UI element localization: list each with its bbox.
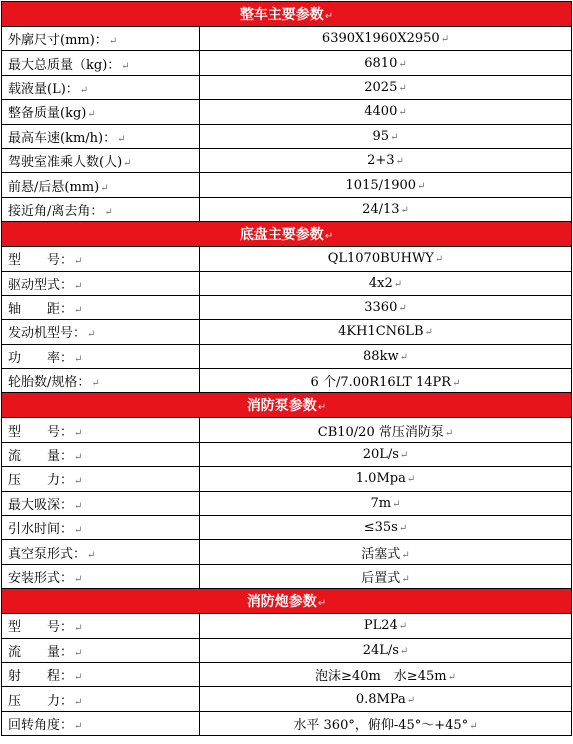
param-label-cell — [2, 51, 200, 75]
paragraph-mark-icon: ↵ — [74, 353, 83, 365]
param-value-cell — [200, 638, 572, 662]
paragraph-mark-icon: ↵ — [74, 623, 83, 635]
paragraph-mark-icon: ↵ — [74, 647, 83, 659]
param-label-cell — [2, 467, 200, 491]
table-row — [2, 638, 572, 662]
param-value: 1015/1900 — [345, 177, 417, 193]
param-label: 载液量(L)： — [8, 81, 79, 97]
paragraph-mark-icon: ↵ — [74, 672, 83, 684]
param-label: 外廓尺寸(mm)： — [8, 33, 108, 49]
paragraph-mark-icon: ↵ — [74, 720, 83, 732]
paragraph-mark-icon: ↵ — [399, 351, 408, 363]
param-label: 驱动型式： — [8, 277, 74, 293]
param-label: 最大总质量（kg)： — [8, 57, 121, 73]
param-label-cell — [2, 442, 200, 466]
param-label: 安装形式： — [8, 571, 74, 586]
paragraph-mark-icon: ↵ — [398, 82, 407, 94]
param-label: 前悬/后悬(mm) — [8, 179, 100, 195]
param-value-cell — [200, 540, 572, 564]
paragraph-mark-icon: ↵ — [406, 474, 416, 486]
section-title-cell — [2, 589, 572, 614]
table-row — [2, 491, 572, 515]
table-row — [2, 467, 572, 491]
section-title-cell — [2, 222, 572, 247]
param-label: 回转角度： — [8, 717, 74, 733]
paragraph-mark-icon: ↵ — [469, 720, 478, 732]
param-label: 压 力： — [8, 693, 74, 709]
param-label-cell — [2, 271, 200, 295]
param-value-cell — [200, 320, 572, 344]
section-header — [2, 222, 572, 247]
paragraph-mark-icon: ↵ — [87, 109, 96, 121]
paragraph-mark-icon: ↵ — [317, 598, 327, 610]
param-value-cell — [200, 614, 572, 638]
paragraph-mark-icon: ↵ — [317, 402, 327, 414]
param-value-cell — [200, 418, 572, 442]
param-value: 6 个/7.00R16LT 14PR — [310, 375, 452, 391]
param-label-cell — [2, 687, 200, 711]
paragraph-mark-icon: ↵ — [393, 278, 403, 290]
param-label-cell — [2, 124, 200, 148]
table-row — [2, 369, 572, 393]
param-label: 功 率： — [8, 350, 74, 366]
paragraph-mark-icon: ↵ — [123, 158, 132, 170]
table-row — [2, 614, 572, 638]
paragraph-mark-icon: ↵ — [108, 36, 118, 48]
param-label-cell — [2, 247, 200, 271]
paragraph-mark-icon: ↵ — [398, 523, 408, 535]
param-value-cell — [200, 295, 572, 319]
table-row — [2, 247, 572, 271]
paragraph-mark-icon: ↵ — [74, 452, 83, 464]
paragraph-mark-icon: ↵ — [406, 694, 416, 706]
param-value: 2025 — [364, 79, 398, 95]
table-row — [2, 564, 572, 588]
param-label-cell — [2, 418, 200, 442]
paragraph-mark-icon: ↵ — [390, 131, 399, 143]
table-row — [2, 344, 572, 368]
param-value-cell — [200, 564, 572, 588]
param-value-cell — [200, 442, 572, 466]
param-value-cell — [200, 75, 572, 99]
param-value: 4400 — [364, 104, 398, 120]
section-header — [2, 589, 572, 614]
param-label-cell — [2, 75, 200, 99]
paragraph-mark-icon: ↵ — [417, 180, 426, 192]
param-value: 24/13 — [362, 201, 400, 217]
param-label-cell — [2, 295, 200, 319]
param-value-cell — [200, 124, 572, 148]
param-value: 泡沫≥40m 水≥45m — [315, 669, 447, 685]
table-row — [2, 100, 572, 124]
param-label: 型 号： — [8, 424, 74, 440]
param-label-cell — [2, 662, 200, 686]
param-value-cell — [200, 516, 572, 540]
param-value-cell — [200, 687, 572, 711]
table-row — [2, 418, 572, 442]
param-value: 20L/s — [362, 447, 399, 463]
param-value-cell — [200, 344, 572, 368]
param-label: 型 号： — [8, 253, 74, 269]
param-value: 95 — [372, 128, 390, 144]
param-value-cell — [200, 148, 572, 172]
paragraph-mark-icon: ↵ — [434, 254, 444, 266]
param-label: 引水时间： — [8, 522, 74, 538]
spec-table — [1, 1, 572, 736]
param-value: 后置式 — [361, 571, 401, 586]
paragraph-mark-icon: ↵ — [398, 621, 408, 633]
param-value: PL24 — [363, 618, 398, 634]
paragraph-mark-icon: ↵ — [424, 327, 433, 339]
table-row — [2, 124, 572, 148]
paragraph-mark-icon: ↵ — [447, 672, 456, 684]
paragraph-mark-icon: ↵ — [452, 378, 461, 390]
param-label-cell — [2, 100, 200, 124]
param-value-cell — [200, 491, 572, 515]
param-value-cell — [200, 369, 572, 393]
param-value: 6390X1960X2950 — [321, 31, 440, 47]
param-label-cell — [2, 638, 200, 662]
paragraph-mark-icon: ↵ — [91, 378, 100, 390]
paragraph-mark-icon: ↵ — [400, 204, 409, 216]
table-row — [2, 173, 572, 197]
table-row — [2, 516, 572, 540]
param-value-cell — [200, 173, 572, 197]
param-label: 射 程： — [8, 669, 74, 685]
section-title: 整车主要参数 — [239, 7, 324, 23]
paragraph-mark-icon: ↵ — [324, 231, 334, 243]
paragraph-mark-icon: ↵ — [399, 645, 409, 657]
paragraph-mark-icon: ↵ — [74, 305, 83, 317]
section-title: 底盘主要参数 — [239, 227, 324, 244]
paragraph-mark-icon: ↵ — [87, 329, 96, 341]
param-value-cell — [200, 247, 572, 271]
param-value: 88kw — [363, 348, 399, 364]
param-value-cell — [200, 711, 572, 735]
param-label-cell — [2, 27, 200, 51]
section-header — [2, 393, 572, 418]
param-label-cell — [2, 491, 200, 515]
section-title: 消防泵参数 — [246, 398, 317, 415]
table-row — [2, 148, 572, 172]
paragraph-mark-icon: ↵ — [398, 303, 407, 315]
paragraph-mark-icon: ↵ — [74, 427, 83, 439]
param-label: 轴 距： — [8, 302, 74, 318]
table-row — [2, 711, 572, 735]
paragraph-mark-icon: ↵ — [74, 525, 83, 537]
param-label-cell — [2, 516, 200, 540]
param-value: 7m — [370, 495, 392, 511]
paragraph-mark-icon: ↵ — [399, 450, 409, 462]
paragraph-mark-icon: ↵ — [74, 280, 83, 292]
param-label-cell — [2, 711, 200, 735]
table-row — [2, 51, 572, 75]
param-label: 整备质量(kg) — [8, 106, 87, 122]
table-row — [2, 295, 572, 319]
param-label: 流 量： — [8, 644, 74, 660]
paragraph-mark-icon: ↵ — [117, 133, 126, 145]
table-row — [2, 271, 572, 295]
param-value: 水平 360°，俯仰-45°～+45° — [293, 717, 469, 733]
paragraph-mark-icon: ↵ — [121, 60, 130, 72]
table-row — [2, 320, 572, 344]
param-value-cell — [200, 197, 572, 221]
table-row — [2, 662, 572, 686]
paragraph-mark-icon: ↵ — [74, 256, 83, 268]
param-label: 轮胎数/规格： — [8, 375, 91, 391]
table-row — [2, 540, 572, 564]
section-title-cell — [2, 2, 572, 27]
param-label: 最高车速(km/h)： — [8, 130, 117, 146]
param-label: 驾驶室准乘人数(人) — [8, 155, 123, 171]
paragraph-mark-icon: ↵ — [395, 156, 404, 168]
paragraph-mark-icon: ↵ — [324, 11, 334, 22]
param-label: 最大吸深： — [8, 497, 74, 513]
param-value-cell — [200, 662, 572, 686]
param-value: 2+3 — [367, 153, 395, 169]
section-title-cell — [2, 393, 572, 418]
paragraph-mark-icon: ↵ — [401, 549, 410, 561]
param-value: 24L/s — [362, 642, 399, 658]
paragraph-mark-icon: ↵ — [401, 574, 410, 585]
param-label: 型 号： — [8, 620, 74, 636]
param-value: 4KH1CN6LB — [338, 324, 424, 340]
paragraph-mark-icon: ↵ — [100, 182, 109, 194]
param-value-cell — [200, 27, 572, 51]
param-label: 压 力： — [8, 473, 74, 489]
param-value-cell — [200, 271, 572, 295]
table-row — [2, 197, 572, 221]
param-label-cell — [2, 320, 200, 344]
paragraph-mark-icon: ↵ — [398, 107, 407, 119]
param-label-cell — [2, 197, 200, 221]
paragraph-mark-icon: ↵ — [74, 574, 83, 585]
param-label: 流 量： — [8, 449, 74, 465]
param-value: 活塞式 — [361, 546, 401, 562]
param-label-cell — [2, 540, 200, 564]
param-value-cell — [200, 51, 572, 75]
table-row — [2, 75, 572, 99]
param-label-cell — [2, 369, 200, 393]
param-label: 真空泵形式： — [8, 546, 87, 562]
table-row — [2, 27, 572, 51]
spec-table-body — [2, 2, 572, 736]
param-value: CB10/20 常压消防泵 — [317, 424, 444, 440]
param-value: ≤35s — [363, 520, 398, 536]
param-label-cell — [2, 148, 200, 172]
param-value: 3360 — [364, 300, 398, 316]
paragraph-mark-icon: ↵ — [104, 206, 113, 218]
paragraph-mark-icon: ↵ — [74, 476, 83, 488]
param-value: 1.0Mpa — [355, 471, 406, 487]
paragraph-mark-icon: ↵ — [87, 549, 96, 561]
param-value: 6810 — [364, 55, 398, 71]
paragraph-mark-icon: ↵ — [444, 427, 454, 439]
paragraph-mark-icon: ↵ — [79, 84, 89, 96]
param-label: 发动机型号： — [8, 326, 87, 342]
param-value: 4x2 — [368, 275, 393, 291]
param-label-cell — [2, 614, 200, 638]
param-value-cell — [200, 100, 572, 124]
paragraph-mark-icon: ↵ — [398, 58, 407, 70]
table-row — [2, 442, 572, 466]
param-label: 接近角/离去角： — [8, 203, 104, 219]
param-label-cell — [2, 173, 200, 197]
paragraph-mark-icon: ↵ — [74, 696, 83, 708]
section-title: 消防炮参数 — [246, 594, 317, 611]
paragraph-mark-icon: ↵ — [74, 500, 83, 512]
paragraph-mark-icon: ↵ — [440, 34, 450, 46]
param-label-cell — [2, 344, 200, 368]
section-header — [2, 2, 572, 27]
param-label-cell — [2, 564, 200, 588]
paragraph-mark-icon: ↵ — [392, 498, 401, 510]
table-row — [2, 687, 572, 711]
param-value-cell — [200, 467, 572, 491]
param-value: 0.8MPa — [355, 691, 406, 707]
param-value: QL1070BUHWY — [327, 251, 434, 267]
